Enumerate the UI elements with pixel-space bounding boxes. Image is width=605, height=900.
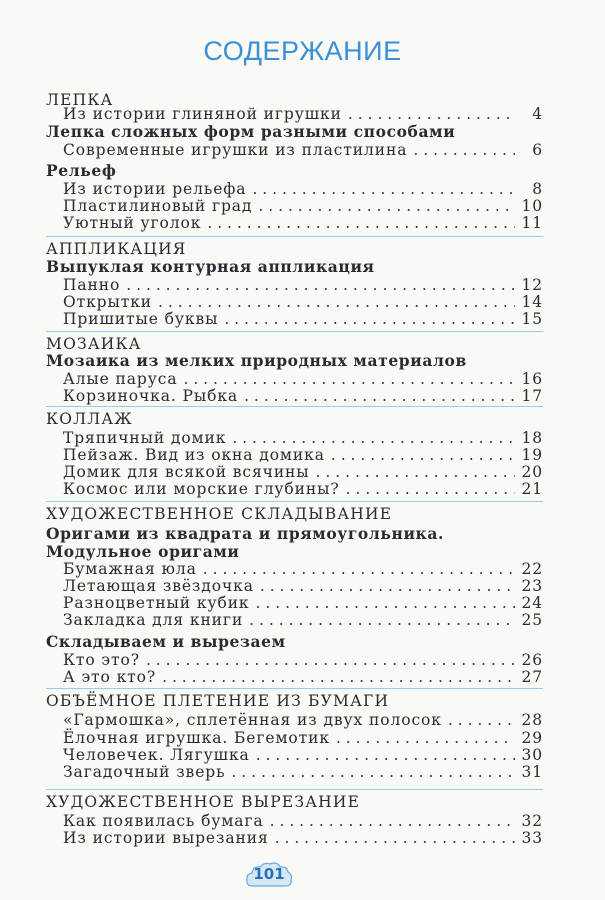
toc-entry[interactable] [46,827,543,849]
entry-page: 12 [521,276,543,294]
entry-title: Из истории вырезания [63,829,269,847]
entry-page: 29 [521,729,543,747]
entry-page: 15 [521,310,543,328]
entry-page: 33 [521,829,543,847]
section-heading-kollazh: КОЛЛАЖ [46,410,133,428]
subsection-heading: Мозаика из мелких природных материалов [46,351,467,370]
entry-title: Разноцветный кубик [63,594,250,612]
entry-title: Закладка для книги [63,611,244,629]
entry-page: 20 [521,463,543,481]
toc-entry[interactable] [46,308,543,330]
section-heading-applikatsiya: АППЛИКАЦИЯ [46,240,187,258]
dot-leader [224,308,515,330]
subsection-heading: Модульное оригами [46,542,240,561]
section-heading-pletenie: ОБЪЁМНОЕ ПЛЕТЕНИЕ ИЗ БУМАГИ [46,692,390,710]
section-divider [46,236,543,237]
entry-page: 26 [521,651,543,669]
page-title: СОДЕРЖАНИЕ [203,36,402,66]
entry-title: Корзиночка. Рыбка [63,387,239,405]
subsection-heading: Рельеф [46,161,117,180]
entry-title: Человечек. Лягушка [63,746,250,764]
entry-page: 18 [521,429,543,447]
entry-title: Современные игрушки из пластилина [63,141,408,159]
entry-page: 19 [521,446,543,464]
entry-page: 4 [532,105,543,123]
subsection-heading: Лепка сложных форм разными способами [46,122,456,141]
toc-entry[interactable] [46,761,543,783]
toc-entry[interactable] [46,609,543,631]
entry-title: Домик для всякой всячины [63,463,310,481]
dot-leader [413,139,515,161]
entry-page: 23 [521,577,543,595]
entry-title: Алые паруса [63,370,178,388]
entry-page: 8 [532,180,543,198]
entry-title: Пришитые буквы [63,310,219,328]
section-divider [46,789,543,790]
entry-title: Космос или морские глубины? [63,480,340,498]
entry-title: Панно [63,276,121,294]
section-divider [46,688,543,689]
page-number: 101 [253,865,285,883]
entry-page: 11 [521,214,543,232]
dot-leader [346,478,515,500]
dot-leader [249,609,515,631]
entry-page: 6 [532,141,543,159]
dot-leader [162,666,515,688]
entry-page: 28 [521,711,543,729]
section-divider [46,501,543,502]
section-heading-skladyvanie: ХУДОЖЕСТВЕННОЕ СКЛАДЫВАНИЕ [46,505,393,523]
entry-page: 32 [521,812,543,830]
entry-page: 10 [521,197,543,215]
dot-leader [275,827,515,849]
entry-title: Бумажная юла [63,560,197,578]
section-heading-mozaika: МОЗАИКА [46,335,142,353]
entry-page: 14 [521,293,543,311]
toc-entry[interactable] [46,139,543,161]
entry-title: Пейзаж. Вид из окна домика [63,446,325,464]
dot-leader [244,385,515,407]
entry-title: Кто это? [63,651,140,669]
subsection-heading: Оригами из квадрата и прямоугольника. [46,524,444,543]
entry-page: 22 [521,560,543,578]
toc-entry[interactable] [46,212,543,234]
entry-title: Ёлочная игрушка. Бегемотик [63,729,330,747]
section-heading-lepka: ЛЕПКА [46,91,114,109]
entry-title: «Гармошка», сплетённая из двух полосок [63,711,442,729]
entry-title: Пластилиновый град [63,197,253,215]
entry-title: Как появилась бумага [63,812,264,830]
page-number-badge [244,860,294,892]
dot-leader [231,761,515,783]
toc-entry[interactable] [46,478,543,500]
entry-title: А это кто? [63,668,157,686]
subsection-heading: Выпуклая контурная аппликация [46,257,375,276]
entry-page: 30 [521,746,543,764]
subsection-heading: Складываем и вырезаем [46,632,286,651]
entry-page: 24 [521,594,543,612]
entry-title: Из истории рельефа [63,180,247,198]
entry-title: Уютный уголок [63,214,202,232]
entry-title: Из истории глиняной игрушки [63,105,342,123]
section-divider [46,331,543,332]
entry-page: 21 [521,480,543,498]
entry-page: 27 [521,668,543,686]
dot-leader [207,212,515,234]
toc-entry[interactable] [46,385,543,407]
entry-title: Загадочный зверь [63,763,226,781]
entry-page: 16 [521,370,543,388]
section-heading-vyrezanie: ХУДОЖЕСТВЕННОЕ ВЫРЕЗАНИЕ [46,793,361,811]
entry-page: 31 [521,763,543,781]
section-divider [46,406,543,407]
entry-title: Открытки [63,293,153,311]
entry-title: Летающая звёздочка [63,577,254,595]
entry-page: 17 [521,387,543,405]
toc-entry[interactable] [46,666,543,688]
entry-title: Тряпичный домик [63,429,227,447]
entry-page: 25 [521,611,543,629]
